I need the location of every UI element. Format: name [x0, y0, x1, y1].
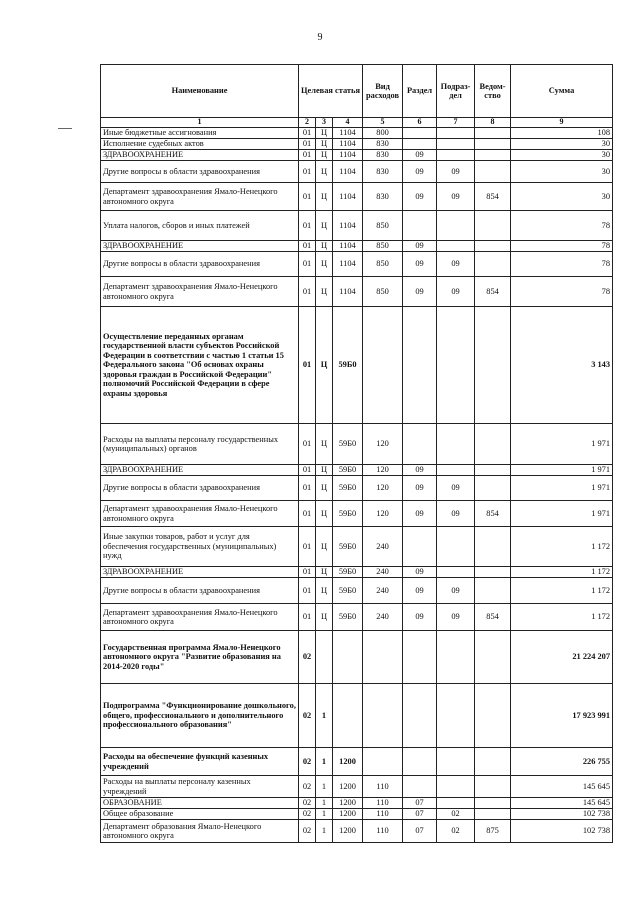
cell-name: ЗДРАВООХРАНЕНИЕ — [101, 567, 299, 578]
header-amount: Сумма — [511, 65, 613, 118]
cell-section — [403, 527, 437, 567]
table-row — [101, 183, 613, 211]
cell-department — [475, 631, 511, 684]
cell-expense-type: 110 — [363, 809, 403, 820]
cell-target-subprogram: Ц — [316, 139, 333, 150]
cell-target-program: 02 — [299, 798, 316, 809]
cell-name: Общее образование — [101, 809, 299, 820]
cell-target-program: 02 — [299, 820, 316, 843]
cell-target-program: 01 — [299, 307, 316, 424]
cell-subsection — [437, 241, 475, 252]
cell-section — [403, 684, 437, 748]
col-number: 7 — [437, 118, 475, 128]
cell-expense-type: 240 — [363, 527, 403, 567]
col-number: 2 — [299, 118, 316, 128]
cell-target-subprogram: Ц — [316, 527, 333, 567]
cell-name: Департамент здравоохранения Ямало-Ненецкого автономного округа — [101, 277, 299, 307]
cell-name: Другие вопросы в области здравоохранения — [101, 161, 299, 183]
cell-section: 09 — [403, 183, 437, 211]
cell-target-program: 01 — [299, 501, 316, 527]
cell-target-program: 02 — [299, 776, 316, 798]
cell-section — [403, 307, 437, 424]
cell-expense-type — [363, 684, 403, 748]
table-row — [101, 277, 613, 307]
cell-subsection — [437, 684, 475, 748]
cell-target-subprogram: Ц — [316, 277, 333, 307]
cell-target-subprogram: Ц — [316, 578, 333, 604]
cell-amount: 226 755 — [511, 748, 613, 776]
cell-section — [403, 139, 437, 150]
cell-section: 09 — [403, 501, 437, 527]
cell-section — [403, 776, 437, 798]
table-row — [101, 241, 613, 252]
cell-subsection: 09 — [437, 252, 475, 277]
cell-amount: 78 — [511, 241, 613, 252]
header-section: Раздел — [403, 65, 437, 118]
cell-target-direction — [333, 631, 363, 684]
cell-expense-type: 800 — [363, 128, 403, 139]
cell-subsection: 09 — [437, 277, 475, 307]
cell-target-subprogram — [316, 631, 333, 684]
header-department: Ведом-ство — [475, 65, 511, 118]
cell-target-direction — [333, 684, 363, 748]
table-row — [101, 527, 613, 567]
cell-amount: 108 — [511, 128, 613, 139]
cell-department: 854 — [475, 604, 511, 631]
cell-target-subprogram: Ц — [316, 424, 333, 465]
cell-target-program: 01 — [299, 150, 316, 161]
cell-target-direction: 1104 — [333, 277, 363, 307]
cell-target-program: 01 — [299, 578, 316, 604]
cell-amount: 30 — [511, 139, 613, 150]
cell-section: 09 — [403, 161, 437, 183]
cell-department — [475, 424, 511, 465]
cell-subsection — [437, 748, 475, 776]
cell-section: 09 — [403, 578, 437, 604]
cell-target-direction: 1104 — [333, 241, 363, 252]
cell-target-subprogram: Ц — [316, 128, 333, 139]
cell-target-program: 01 — [299, 161, 316, 183]
cell-target-subprogram: Ц — [316, 183, 333, 211]
cell-target-subprogram: Ц — [316, 307, 333, 424]
table-row — [101, 798, 613, 809]
cell-department — [475, 809, 511, 820]
cell-target-subprogram: Ц — [316, 567, 333, 578]
margin-mark — [58, 128, 72, 129]
cell-department — [475, 465, 511, 476]
header-name: Наименование — [101, 65, 299, 118]
header-target-article: Целевая статья — [299, 65, 363, 118]
cell-section: 09 — [403, 476, 437, 501]
cell-subsection — [437, 150, 475, 161]
cell-target-subprogram: Ц — [316, 501, 333, 527]
cell-target-subprogram: 1 — [316, 748, 333, 776]
cell-target-subprogram: 1 — [316, 820, 333, 843]
cell-name: Осуществление переданных органам государственной власти субъектов Российской Федерации в соответствии с частью 1 статьи 15 Федерального закона "Об основах охраны здоровья граждан в Российской Федерации" полномочий Российской Федерации в сфере охраны здоровья — [101, 307, 299, 424]
cell-target-direction: 1104 — [333, 139, 363, 150]
table-row — [101, 424, 613, 465]
cell-expense-type: 240 — [363, 578, 403, 604]
cell-name: ЗДРАВООХРАНЕНИЕ — [101, 150, 299, 161]
cell-target-direction: 1104 — [333, 128, 363, 139]
cell-name: Исполнение судебных актов — [101, 139, 299, 150]
cell-target-direction: 1104 — [333, 161, 363, 183]
cell-target-direction: 59Б0 — [333, 307, 363, 424]
table-row — [101, 465, 613, 476]
cell-amount: 17 923 991 — [511, 684, 613, 748]
cell-expense-type: 120 — [363, 501, 403, 527]
cell-section: 07 — [403, 820, 437, 843]
cell-name: Департамент здравоохранения Ямало-Ненецкого автономного округа — [101, 604, 299, 631]
cell-name: Департамент образования Ямало-Ненецкого автономного округа — [101, 820, 299, 843]
cell-amount: 78 — [511, 252, 613, 277]
cell-name: Другие вопросы в области здравоохранения — [101, 252, 299, 277]
cell-subsection: 09 — [437, 476, 475, 501]
cell-department: 875 — [475, 820, 511, 843]
cell-amount: 102 738 — [511, 820, 613, 843]
cell-subsection — [437, 567, 475, 578]
cell-department — [475, 578, 511, 604]
cell-department — [475, 307, 511, 424]
cell-department — [475, 776, 511, 798]
cell-department — [475, 252, 511, 277]
cell-target-program: 01 — [299, 183, 316, 211]
cell-target-program: 01 — [299, 567, 316, 578]
cell-department — [475, 128, 511, 139]
table-row — [101, 820, 613, 843]
cell-subsection — [437, 798, 475, 809]
cell-subsection — [437, 527, 475, 567]
cell-target-subprogram: Ц — [316, 604, 333, 631]
cell-target-subprogram: Ц — [316, 150, 333, 161]
cell-subsection — [437, 631, 475, 684]
cell-name: Департамент здравоохранения Ямало-Ненецкого автономного округа — [101, 501, 299, 527]
cell-department — [475, 211, 511, 241]
cell-target-direction: 1200 — [333, 748, 363, 776]
table-row — [101, 776, 613, 798]
cell-department — [475, 684, 511, 748]
cell-name: Иные бюджетные ассигнования — [101, 128, 299, 139]
cell-amount: 145 645 — [511, 798, 613, 809]
cell-expense-type: 110 — [363, 798, 403, 809]
cell-department — [475, 241, 511, 252]
cell-target-direction: 1104 — [333, 150, 363, 161]
cell-section: 09 — [403, 465, 437, 476]
cell-name: ЗДРАВООХРАНЕНИЕ — [101, 465, 299, 476]
cell-expense-type: 850 — [363, 211, 403, 241]
cell-section — [403, 424, 437, 465]
cell-section — [403, 128, 437, 139]
cell-name: Расходы на обеспечение функций казенных учреждений — [101, 748, 299, 776]
cell-target-program: 01 — [299, 252, 316, 277]
cell-expense-type: 120 — [363, 476, 403, 501]
cell-amount: 30 — [511, 161, 613, 183]
table-row — [101, 139, 613, 150]
cell-name: ЗДРАВООХРАНЕНИЕ — [101, 241, 299, 252]
cell-subsection — [437, 211, 475, 241]
cell-department — [475, 476, 511, 501]
cell-target-direction: 59Б0 — [333, 567, 363, 578]
cell-target-program: 01 — [299, 211, 316, 241]
col-number: 5 — [363, 118, 403, 128]
cell-department — [475, 161, 511, 183]
cell-target-direction: 59Б0 — [333, 465, 363, 476]
cell-amount: 30 — [511, 150, 613, 161]
cell-amount: 1 172 — [511, 567, 613, 578]
cell-subsection — [437, 424, 475, 465]
cell-target-direction: 59Б0 — [333, 424, 363, 465]
cell-subsection — [437, 307, 475, 424]
cell-section: 07 — [403, 809, 437, 820]
col-number: 8 — [475, 118, 511, 128]
cell-amount: 3 143 — [511, 307, 613, 424]
cell-target-subprogram: 1 — [316, 809, 333, 820]
column-number-row — [101, 118, 613, 128]
cell-name: Департамент здравоохранения Ямало-Ненецкого автономного округа — [101, 183, 299, 211]
table-row — [101, 684, 613, 748]
cell-expense-type — [363, 631, 403, 684]
table-row — [101, 307, 613, 424]
cell-name: Расходы на выплаты персоналу государственных (муниципальных) органов — [101, 424, 299, 465]
cell-amount: 1 172 — [511, 604, 613, 631]
cell-expense-type: 120 — [363, 465, 403, 476]
table-row — [101, 211, 613, 241]
cell-name: ОБРАЗОВАНИЕ — [101, 798, 299, 809]
cell-department: 854 — [475, 183, 511, 211]
cell-department — [475, 798, 511, 809]
cell-department — [475, 527, 511, 567]
table-row — [101, 161, 613, 183]
cell-target-direction: 1200 — [333, 809, 363, 820]
cell-target-program: 01 — [299, 476, 316, 501]
table-row — [101, 128, 613, 139]
cell-target-program: 01 — [299, 139, 316, 150]
cell-target-program: 02 — [299, 631, 316, 684]
cell-target-direction: 1104 — [333, 211, 363, 241]
cell-name: Другие вопросы в области здравоохранения — [101, 578, 299, 604]
cell-expense-type: 850 — [363, 277, 403, 307]
cell-section: 09 — [403, 604, 437, 631]
cell-expense-type: 850 — [363, 252, 403, 277]
cell-expense-type — [363, 748, 403, 776]
cell-target-program: 02 — [299, 809, 316, 820]
cell-section: 09 — [403, 252, 437, 277]
cell-expense-type: 830 — [363, 161, 403, 183]
col-number: 1 — [101, 118, 299, 128]
table-row — [101, 501, 613, 527]
cell-target-program: 02 — [299, 684, 316, 748]
cell-expense-type: 240 — [363, 567, 403, 578]
table-row — [101, 150, 613, 161]
cell-department — [475, 748, 511, 776]
cell-amount: 21 224 207 — [511, 631, 613, 684]
cell-amount: 1 971 — [511, 424, 613, 465]
cell-target-direction: 1200 — [333, 798, 363, 809]
budget-table — [100, 64, 613, 843]
cell-target-subprogram: Ц — [316, 465, 333, 476]
table-row — [101, 578, 613, 604]
cell-target-direction: 1200 — [333, 820, 363, 843]
cell-expense-type: 830 — [363, 183, 403, 211]
cell-subsection — [437, 128, 475, 139]
cell-target-subprogram: Ц — [316, 161, 333, 183]
cell-section: 09 — [403, 277, 437, 307]
cell-subsection: 02 — [437, 820, 475, 843]
cell-amount: 145 645 — [511, 776, 613, 798]
cell-name: Уплата налогов, сборов и иных платежей — [101, 211, 299, 241]
cell-subsection — [437, 139, 475, 150]
table-row — [101, 252, 613, 277]
cell-department: 854 — [475, 277, 511, 307]
cell-target-program: 01 — [299, 527, 316, 567]
col-number: 4 — [333, 118, 363, 128]
cell-subsection: 09 — [437, 604, 475, 631]
cell-amount: 1 971 — [511, 465, 613, 476]
cell-target-direction: 59Б0 — [333, 476, 363, 501]
cell-target-direction: 1104 — [333, 252, 363, 277]
cell-subsection — [437, 776, 475, 798]
cell-target-subprogram: Ц — [316, 211, 333, 241]
cell-amount: 1 971 — [511, 501, 613, 527]
cell-section: 09 — [403, 241, 437, 252]
cell-name: Иные закупки товаров, работ и услуг для обеспечения государственных (муниципальных) нужд — [101, 527, 299, 567]
cell-target-program: 01 — [299, 128, 316, 139]
cell-target-direction: 1200 — [333, 776, 363, 798]
table-row — [101, 476, 613, 501]
table-row — [101, 748, 613, 776]
cell-expense-type: 110 — [363, 776, 403, 798]
col-number: 9 — [511, 118, 613, 128]
cell-expense-type: 110 — [363, 820, 403, 843]
cell-expense-type — [363, 307, 403, 424]
col-number: 6 — [403, 118, 437, 128]
cell-section — [403, 211, 437, 241]
cell-expense-type: 830 — [363, 139, 403, 150]
cell-amount: 1 172 — [511, 527, 613, 567]
cell-target-program: 01 — [299, 465, 316, 476]
cell-amount: 78 — [511, 277, 613, 307]
cell-section — [403, 631, 437, 684]
cell-department — [475, 567, 511, 578]
cell-department: 854 — [475, 501, 511, 527]
cell-expense-type: 850 — [363, 241, 403, 252]
cell-name: Другие вопросы в области здравоохранения — [101, 476, 299, 501]
cell-target-subprogram: Ц — [316, 476, 333, 501]
cell-subsection: 09 — [437, 161, 475, 183]
col-number: 3 — [316, 118, 333, 128]
cell-target-program: 01 — [299, 277, 316, 307]
cell-subsection — [437, 465, 475, 476]
header-subsection: Подраз-дел — [437, 65, 475, 118]
cell-expense-type: 120 — [363, 424, 403, 465]
cell-target-subprogram: 1 — [316, 798, 333, 809]
table-row — [101, 604, 613, 631]
cell-amount: 102 738 — [511, 809, 613, 820]
cell-subsection: 09 — [437, 578, 475, 604]
cell-target-program: 01 — [299, 241, 316, 252]
cell-target-program: 02 — [299, 748, 316, 776]
cell-expense-type: 830 — [363, 150, 403, 161]
cell-target-direction: 59Б0 — [333, 501, 363, 527]
cell-amount: 1 172 — [511, 578, 613, 604]
cell-target-subprogram: Ц — [316, 252, 333, 277]
cell-subsection: 02 — [437, 809, 475, 820]
cell-target-direction: 59Б0 — [333, 578, 363, 604]
cell-target-program: 01 — [299, 604, 316, 631]
cell-name: Государственная программа Ямало-Ненецкого автономного округа "Развитие образования на 2014-2020 годы" — [101, 631, 299, 684]
cell-subsection: 09 — [437, 183, 475, 211]
cell-subsection: 09 — [437, 501, 475, 527]
cell-target-subprogram: Ц — [316, 241, 333, 252]
cell-target-program: 01 — [299, 424, 316, 465]
table-row — [101, 631, 613, 684]
cell-name: Подпрограмма "Функционирование дошкольного, общего, профессионального и дополнительного профессионального образования" — [101, 684, 299, 748]
cell-target-direction: 59Б0 — [333, 604, 363, 631]
cell-section: 07 — [403, 798, 437, 809]
cell-target-subprogram: 1 — [316, 776, 333, 798]
cell-name: Расходы на выплаты персоналу казенных учреждений — [101, 776, 299, 798]
cell-target-direction: 1104 — [333, 183, 363, 211]
page-number: 9 — [317, 32, 323, 43]
cell-department — [475, 150, 511, 161]
cell-target-subprogram: 1 — [316, 684, 333, 748]
header-expense-type: Вид расходов — [363, 65, 403, 118]
cell-target-direction: 59Б0 — [333, 527, 363, 567]
cell-amount: 78 — [511, 211, 613, 241]
table-row — [101, 809, 613, 820]
cell-amount: 1 971 — [511, 476, 613, 501]
cell-section — [403, 748, 437, 776]
cell-department — [475, 139, 511, 150]
cell-section: 09 — [403, 567, 437, 578]
cell-section: 09 — [403, 150, 437, 161]
table-row — [101, 567, 613, 578]
cell-amount: 30 — [511, 183, 613, 211]
cell-expense-type: 240 — [363, 604, 403, 631]
header-row — [101, 65, 613, 118]
